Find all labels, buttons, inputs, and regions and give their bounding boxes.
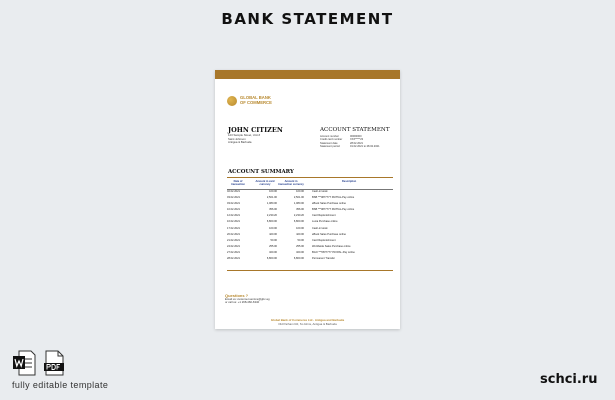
- table-cell-date: 03.02.2021: [227, 196, 240, 200]
- holder-address: [228, 134, 260, 145]
- table-cell-description: BSB ***0877777 PAYPAL-Pay online: [312, 208, 355, 212]
- detail-value: 00000000: [350, 135, 362, 138]
- table-cell-date: 16.02.2021: [227, 220, 240, 224]
- table-cell-date: 20.02.2021: [227, 232, 240, 236]
- table-cell-date: 21.02.2021: [227, 238, 240, 242]
- table-cell-description: Cash-in kiosk: [312, 226, 328, 230]
- detail-value: 28.02.2021: [350, 141, 363, 145]
- table-cell-description: eBook Sales Purchase online: [312, 232, 346, 236]
- table-cell-amount-card: 356.00: [269, 208, 277, 212]
- column-header-description: Description: [342, 180, 357, 183]
- questions-line: or call us: +1 268-460-6340: [225, 300, 260, 305]
- holder-address-line: Antigua & Barbuda: [228, 140, 252, 144]
- table-cell-amount-card: 100.00: [269, 226, 277, 230]
- summary-title: ACCOUNT SUMMARY: [228, 169, 294, 175]
- table-cell-description: Cash-in kiosk: [312, 190, 328, 193]
- table-cell-description: Card Replenishment: [312, 238, 336, 242]
- detail-key: Account number: [320, 135, 339, 138]
- table-cell-description: BSB ***0877777 PAYPAL-Pay online: [312, 196, 355, 200]
- footer-bank-name: Global Bank of Commerce Ltd - Antigua and Barbuda: [270, 318, 345, 322]
- table-cell-amount-tx: 50.00: [297, 238, 304, 242]
- page-title: BANK STATEMENT: [221, 10, 394, 28]
- table-cell-description: Permanent Transfer: [312, 257, 335, 261]
- table-cell-amount-card: 6,800.00: [266, 257, 277, 261]
- table-cell-amount-card: 50.00: [270, 238, 277, 242]
- detail-key: Statement period: [320, 145, 340, 149]
- summary-divider: [227, 177, 393, 178]
- site-brand: schci.ru: [540, 372, 598, 387]
- template-caption: fully editable template: [12, 380, 109, 390]
- detail-key: Statement date: [320, 141, 338, 145]
- column-header-amount-tx: Amount in transaction currency: [278, 180, 304, 187]
- pdf-file-icon: [42, 350, 66, 376]
- table-cell-amount-tx: 2,501.00: [293, 196, 304, 200]
- table-cell-amount-tx: 255.00: [296, 244, 304, 248]
- table-cell-amount-tx: 2,230.20: [293, 214, 304, 218]
- table-cell-amount-tx: 100.00: [296, 190, 304, 193]
- table-cell-date: 12.02.2021: [227, 214, 240, 218]
- bank-logo: [227, 96, 272, 106]
- amount-card-column: [253, 180, 277, 262]
- column-header-date: Date of transaction: [231, 180, 245, 187]
- table-cell-description: eBook Sales Purchase online: [312, 202, 346, 206]
- summary-bottom-divider: [227, 270, 393, 271]
- table-cell-description: BGO ***0877777 PAYPAL-Pay online: [312, 250, 355, 254]
- table-cell-date: 24.02.2021: [227, 244, 240, 248]
- table-cell-date: 02.02.2021: [227, 190, 240, 193]
- table-cell-amount-tx: 6,800.00: [293, 220, 304, 224]
- amount-tx-column: [278, 180, 304, 262]
- detail-value: XXX*****23: [350, 138, 364, 142]
- table-cell-amount-tx: 320.00: [296, 250, 304, 254]
- table-cell-description: Lucia Purchase online: [312, 220, 338, 224]
- table-cell-amount-card: 255.00: [269, 244, 277, 248]
- bank-logo-line2: OF COMMERCE: [240, 100, 272, 105]
- date-column: [227, 180, 249, 262]
- questions-line: Email us: customer.service@gbc.ag: [225, 297, 270, 301]
- detail-key: Credit card number: [320, 138, 343, 142]
- table-cell-amount-tx: 6,800.00: [293, 257, 304, 261]
- table-cell-date: 17.02.2021: [227, 226, 240, 230]
- table-cell-date: 27.02.2021: [227, 250, 240, 254]
- statement-details: [320, 135, 380, 149]
- table-cell-amount-tx: 100.00: [296, 226, 304, 230]
- table-cell-description: Card Replenishment: [312, 214, 336, 218]
- table-cell-amount-tx: 1,080.00: [293, 202, 304, 206]
- table-cell-amount-tx: 420.00: [296, 232, 304, 236]
- document-footer: [215, 319, 400, 326]
- statement-document: [215, 70, 400, 329]
- table-cell-amount-card: 2,501.00: [266, 196, 277, 200]
- bank-logo-line1: GLOBAL BANK: [240, 95, 271, 101]
- questions-block: [225, 293, 270, 305]
- holder-name: JOHN CITIZEN: [228, 126, 283, 134]
- questions-title: Questions ?: [225, 293, 249, 298]
- document-top-bar: [215, 70, 400, 79]
- detail-value: 01.02.2021 to 28.02.2021: [350, 145, 380, 149]
- description-column: [312, 180, 392, 262]
- table-cell-date: 10.02.2021: [227, 208, 240, 212]
- table-cell-amount-card: 320.00: [269, 250, 277, 254]
- holder-address-line: Saint Johnson: [228, 136, 246, 141]
- table-cell-amount-card: 420.00: [269, 232, 277, 236]
- bank-logo-icon: [227, 96, 237, 106]
- table-cell-description: Worldwide Sales Purchase online: [312, 244, 351, 248]
- holder-address-line: 123 Sample Street, Unit #: [228, 133, 261, 137]
- table-cell-amount-card: 6,800.00: [266, 220, 277, 224]
- word-file-icon: [12, 350, 36, 376]
- statement-title: ACCOUNT STATEMENT: [320, 127, 390, 133]
- bank-logo-text: [240, 96, 272, 105]
- table-cell-date: 03.02.2021: [227, 202, 240, 206]
- table-cell-amount-card: 1,080.00: [266, 202, 277, 206]
- statement-detail-row: [320, 145, 380, 148]
- footer-address: Old Parham Rd, St.Johns, Antigua & Barbuda: [278, 321, 337, 326]
- table-cell-date: 28.02.2021: [227, 257, 240, 261]
- column-header-amount-card: Amount in card currency: [255, 180, 275, 187]
- table-cell-amount-card: 2,230.20: [266, 214, 277, 218]
- table-cell-amount-card: 100.00: [269, 190, 277, 193]
- table-cell-amount-tx: 356.00: [296, 208, 304, 212]
